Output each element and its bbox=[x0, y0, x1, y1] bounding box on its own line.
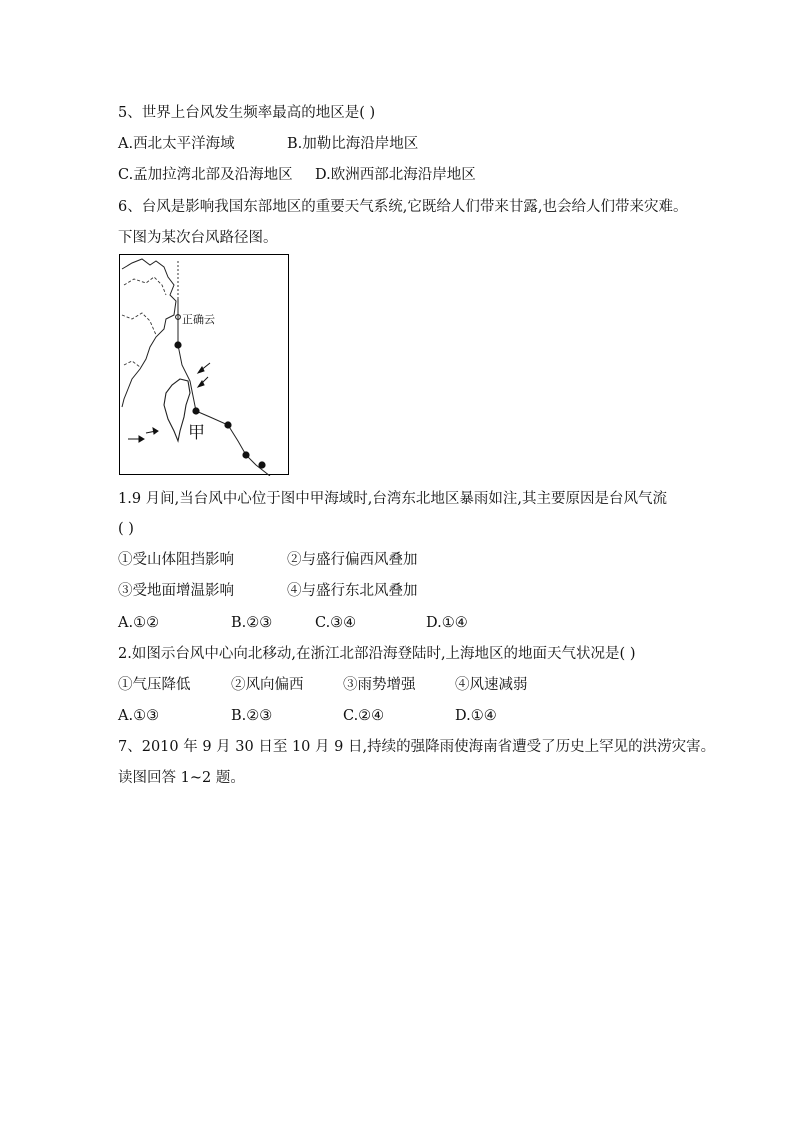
wind-arrow-1 bbox=[198, 363, 210, 373]
q6-sub1-choice-4: ④与盛行东北风叠加 bbox=[287, 583, 418, 599]
sea-label-jia: 甲 bbox=[188, 423, 205, 443]
q6-sub1-option-b: B.②③ bbox=[231, 615, 273, 631]
taiwan-island bbox=[164, 379, 190, 441]
typhoon-marker-5 bbox=[258, 461, 265, 468]
q6-stem-line2: 下图为某次台风路径图。 bbox=[118, 230, 278, 246]
q5-stem: 5、世界上台风发生频率最高的地区是( ) bbox=[118, 105, 376, 121]
q6-sub2-option-a: A.①③ bbox=[118, 708, 160, 724]
typhoon-path-map bbox=[119, 254, 289, 475]
wind-arrow-4 bbox=[146, 428, 158, 434]
q6-sub2-choice-3: ③雨势增强 bbox=[343, 677, 416, 693]
q6-sub2-stem: 2.如图示台风中心向北移动,在浙江北部沿海登陆时,上海地区的地面天气状况是( ) bbox=[118, 646, 636, 662]
q6-sub1-stem-line2: ( ) bbox=[118, 521, 134, 537]
q6-stem-line1: 6、台风是影响我国东部地区的重要天气系统,它既给人们带来甘露,也会给人们带来灾难。 bbox=[118, 199, 688, 215]
typhoon-marker-4 bbox=[242, 451, 249, 458]
typhoon-marker-2 bbox=[192, 407, 199, 414]
wind-arrow-3 bbox=[128, 436, 144, 442]
province-border-2 bbox=[122, 313, 156, 335]
station-label: 正确云 bbox=[182, 313, 215, 326]
q5-option-c: C.孟加拉湾北部及沿海地区 bbox=[118, 167, 293, 183]
q5-option-a: A.西北太平洋海域 bbox=[118, 136, 235, 152]
q5-option-d: D.欧洲西部北海沿岸地区 bbox=[315, 167, 476, 183]
q6-sub2-choice-1: ①气压降低 bbox=[118, 677, 191, 693]
typhoon-marker-1 bbox=[174, 341, 181, 348]
q6-sub1-choice-3: ③受地面增温影响 bbox=[118, 583, 234, 599]
q6-sub1-choice-2: ②与盛行偏西风叠加 bbox=[287, 552, 418, 568]
province-border-1 bbox=[124, 277, 166, 295]
province-border-3 bbox=[124, 361, 140, 367]
q6-sub2-option-c: C.②④ bbox=[343, 708, 385, 724]
q6-sub1-option-a: A.①② bbox=[118, 615, 160, 631]
q6-sub1-choice-1: ①受山体阻挡影响 bbox=[118, 552, 234, 568]
q6-sub2-choice-2: ②风向偏西 bbox=[231, 677, 304, 693]
q6-sub1-stem-line1: 1.9 月间,当台风中心位于图中甲海域时,台湾东北地区暴雨如注,其主要原因是台风气流 bbox=[118, 491, 667, 507]
q7-stem-line1: 7、2010 年 9 月 30 日至 10 月 9 日,持续的强降雨使海南省遭受了历史上罕见的洪涝灾害。 bbox=[118, 739, 716, 755]
q6-sub2-option-d: D.①④ bbox=[455, 708, 497, 724]
q7-stem-line2: 读图回答 1~2 题。 bbox=[118, 770, 245, 786]
q6-sub2-option-b: B.②③ bbox=[231, 708, 273, 724]
q6-sub2-choice-4: ④风速减弱 bbox=[455, 677, 528, 693]
map-drawing bbox=[120, 255, 290, 476]
wind-arrow-2 bbox=[198, 377, 208, 387]
q6-sub1-option-d: D.①④ bbox=[426, 615, 468, 631]
q6-sub1-option-c: C.③④ bbox=[315, 615, 357, 631]
typhoon-marker-3 bbox=[224, 421, 231, 428]
q5-option-b: B.加勒比海沿岸地区 bbox=[287, 136, 419, 152]
